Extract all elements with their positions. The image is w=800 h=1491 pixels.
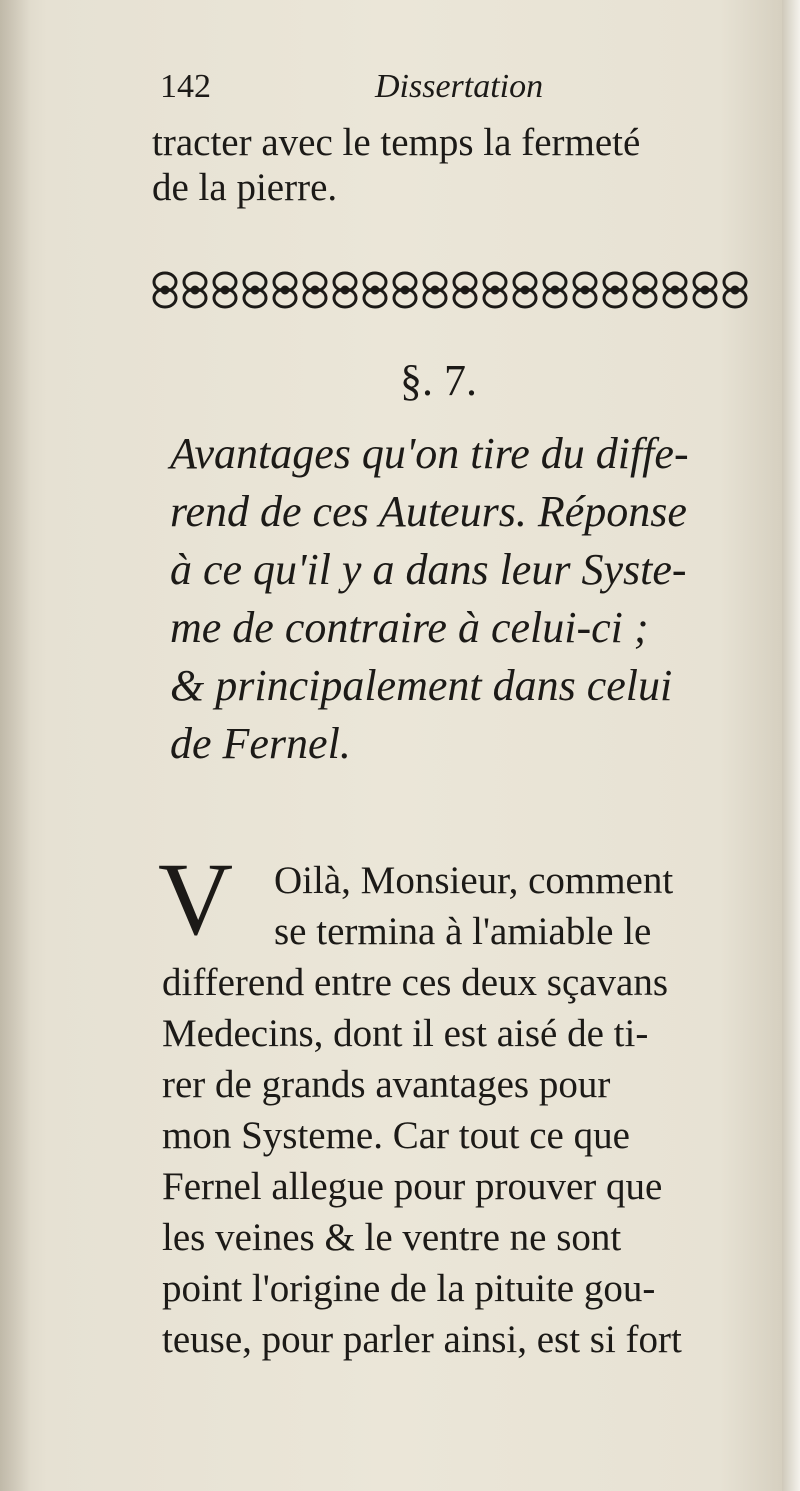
ornament-unit — [724, 273, 746, 307]
ornament-unit — [184, 273, 206, 307]
carryover-line-2: de la pierre. — [152, 166, 338, 209]
page-edge-shadow — [0, 0, 30, 1491]
subtitle-line: à ce qu'il y a dans leur Syste- — [170, 545, 687, 594]
drop-cap: V — [158, 842, 234, 957]
subtitle-line: & principalement dans celui — [170, 661, 673, 710]
ornament-unit — [514, 273, 536, 307]
ornament-unit — [274, 273, 296, 307]
ornament-unit — [244, 273, 266, 307]
paragraph-line: Fernel allegue pour prouver que — [162, 1165, 663, 1208]
ornament-unit — [604, 273, 626, 307]
ornament-unit — [214, 273, 236, 307]
running-title: Dissertation — [375, 68, 544, 105]
paragraph-line: teuse, pour parler ainsi, est si fort — [162, 1318, 682, 1361]
subtitle-line: rend de ces Auteurs. Réponse — [170, 487, 687, 536]
paragraph-line: differend entre ces deux sçavans — [162, 961, 669, 1004]
paragraph-line: point l'origine de la pituite gou- — [162, 1267, 656, 1310]
ornament-unit — [574, 273, 596, 307]
ornament-unit — [544, 273, 566, 307]
ornament-unit — [664, 273, 686, 307]
paragraph-line: se termina à l'amiable le — [274, 910, 652, 953]
section-number: §. 7. — [400, 356, 477, 405]
ornament-band — [150, 268, 760, 312]
body-paragraph — [162, 855, 682, 1365]
ornament-unit — [364, 273, 386, 307]
ornament-unit — [694, 273, 716, 307]
paragraph-line: Oilà, Monsieur, comment — [274, 859, 674, 902]
ornament-unit — [304, 273, 326, 307]
paragraph-line: mon Systeme. Car tout ce que — [162, 1114, 630, 1157]
subtitle-line: me de contraire à celui-ci ; — [170, 603, 649, 652]
ornament-unit — [634, 273, 656, 307]
paragraph-line: Medecins, dont il est aisé de ti- — [162, 1012, 649, 1055]
paragraph-line: rer de grands avantages pour — [162, 1063, 611, 1106]
ornament-unit — [424, 273, 446, 307]
paragraph-line: les veines & le ventre ne sont — [162, 1216, 622, 1259]
running-header — [160, 68, 720, 114]
ornament-unit — [394, 273, 416, 307]
page-gutter — [782, 0, 800, 1491]
page-number: 142 — [160, 68, 211, 105]
ornament-unit — [484, 273, 506, 307]
subtitle-line: de Fernel. — [170, 719, 351, 768]
ornament-unit — [154, 273, 176, 307]
section-subtitle — [170, 425, 689, 773]
ornament-unit — [334, 273, 356, 307]
carryover-line-1: tracter avec le temps la fermeté — [152, 121, 641, 164]
subtitle-line: Avantages qu'on tire du diffe- — [170, 429, 689, 478]
ornament-unit — [454, 273, 476, 307]
